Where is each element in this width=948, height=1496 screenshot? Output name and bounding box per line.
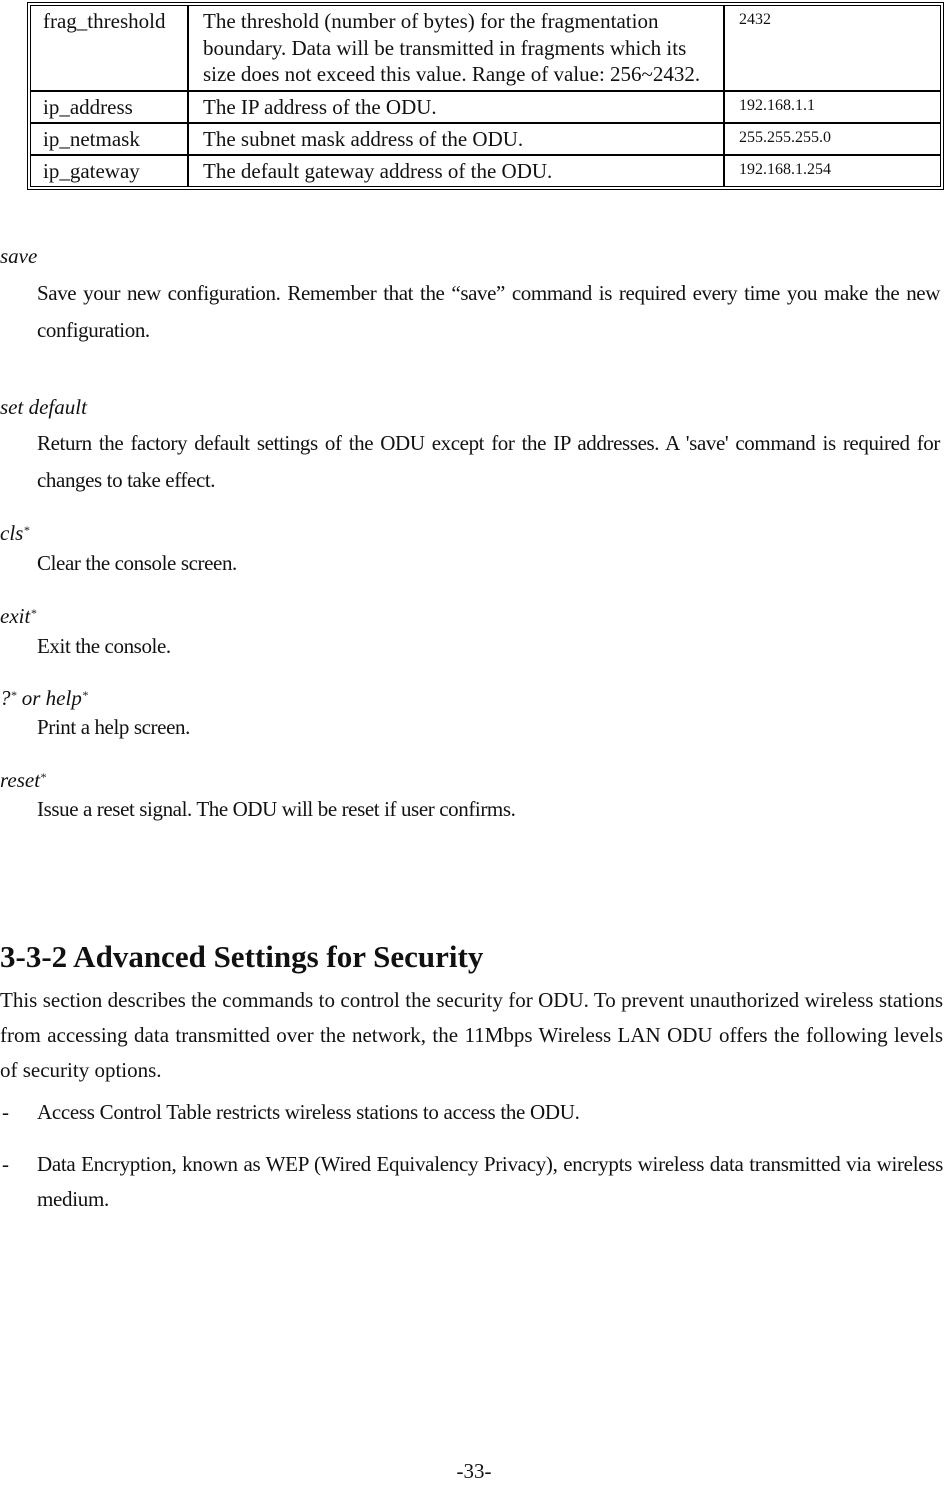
list-item [0,1095,943,1130]
command-help [0,686,88,710]
console-only-marker: * [23,523,30,537]
console-only-marker: * [40,770,47,784]
command-save [0,244,37,268]
param-default: 192.168.1.1 [725,92,940,124]
bullet-dash: - [2,1100,9,1124]
parameter-table [27,2,944,190]
console-only-marker: * [30,606,37,620]
console-only-marker: * [81,688,88,702]
command-help-description: Print a help screen. [37,715,190,739]
table-row [31,6,940,92]
command-save-description: Save your new configuration. Remember that the “save” command is required every time you make the new configuration. [37,281,940,342]
list-item [0,1147,943,1217]
param-name: frag_threshold [31,6,189,92]
param-description: The default gateway address of the ODU. [189,156,725,186]
param-name: ip_address [31,92,189,124]
command-set-default-description: Return the factory default settings of the ODU except for the IP addresses. A 'save' command is required for changes to take effect. [37,431,940,492]
param-default: 2432 [725,6,940,92]
bullet-text: Data Encryption, known as WEP (Wired Equivalency Privacy), encrypts wireless data transmitted via wireless medium. [37,1152,943,1211]
param-default: 192.168.1.254 [739,160,831,178]
command-exit [0,604,36,628]
bullet-dash: - [2,1152,9,1176]
command-name: reset [0,768,41,792]
command-name-joiner: or help [16,686,82,710]
console-only-marker: * [10,688,17,702]
section-intro: This section describes the commands to control the security for ODU. To prevent unauthorized wireless stations from accessing data transmitted over the network, the 11Mbps Wireless LAN ODU offers the following levels of security options. [0,988,943,1082]
command-name: ? [0,686,11,710]
command-set-default [0,395,87,419]
param-description: The IP address of the ODU. [189,92,725,124]
command-reset-description: Issue a reset signal. The ODU will be reset if user confirms. [37,797,516,821]
param-name: ip_gateway [31,156,189,186]
command-cls [0,521,29,545]
bullet-text: Access Control Table restricts wireless stations to access the ODU. [37,1100,580,1124]
command-name: cls [0,521,24,545]
command-name: save [0,244,38,268]
table-row [31,92,940,124]
table-row [31,156,940,186]
command-name: exit [0,604,31,628]
command-reset [0,768,46,792]
section-heading: 3-3-2 Advanced Settings for Security [0,939,484,974]
command-exit-description: Exit the console. [37,634,171,658]
page-number: -33- [456,1459,492,1483]
param-description: The subnet mask address of the ODU. [189,124,725,156]
param-description: The threshold (number of bytes) for the fragmentation boundary. Data will be transmitted in fragments which its size does not exceed this value. Range of value: 256~2432. [189,6,725,92]
param-default: 255.255.255.0 [725,124,940,156]
param-name: ip_netmask [31,124,189,156]
command-name: set default [0,395,87,419]
command-cls-description: Clear the console screen. [37,551,237,575]
table-row [31,124,940,156]
